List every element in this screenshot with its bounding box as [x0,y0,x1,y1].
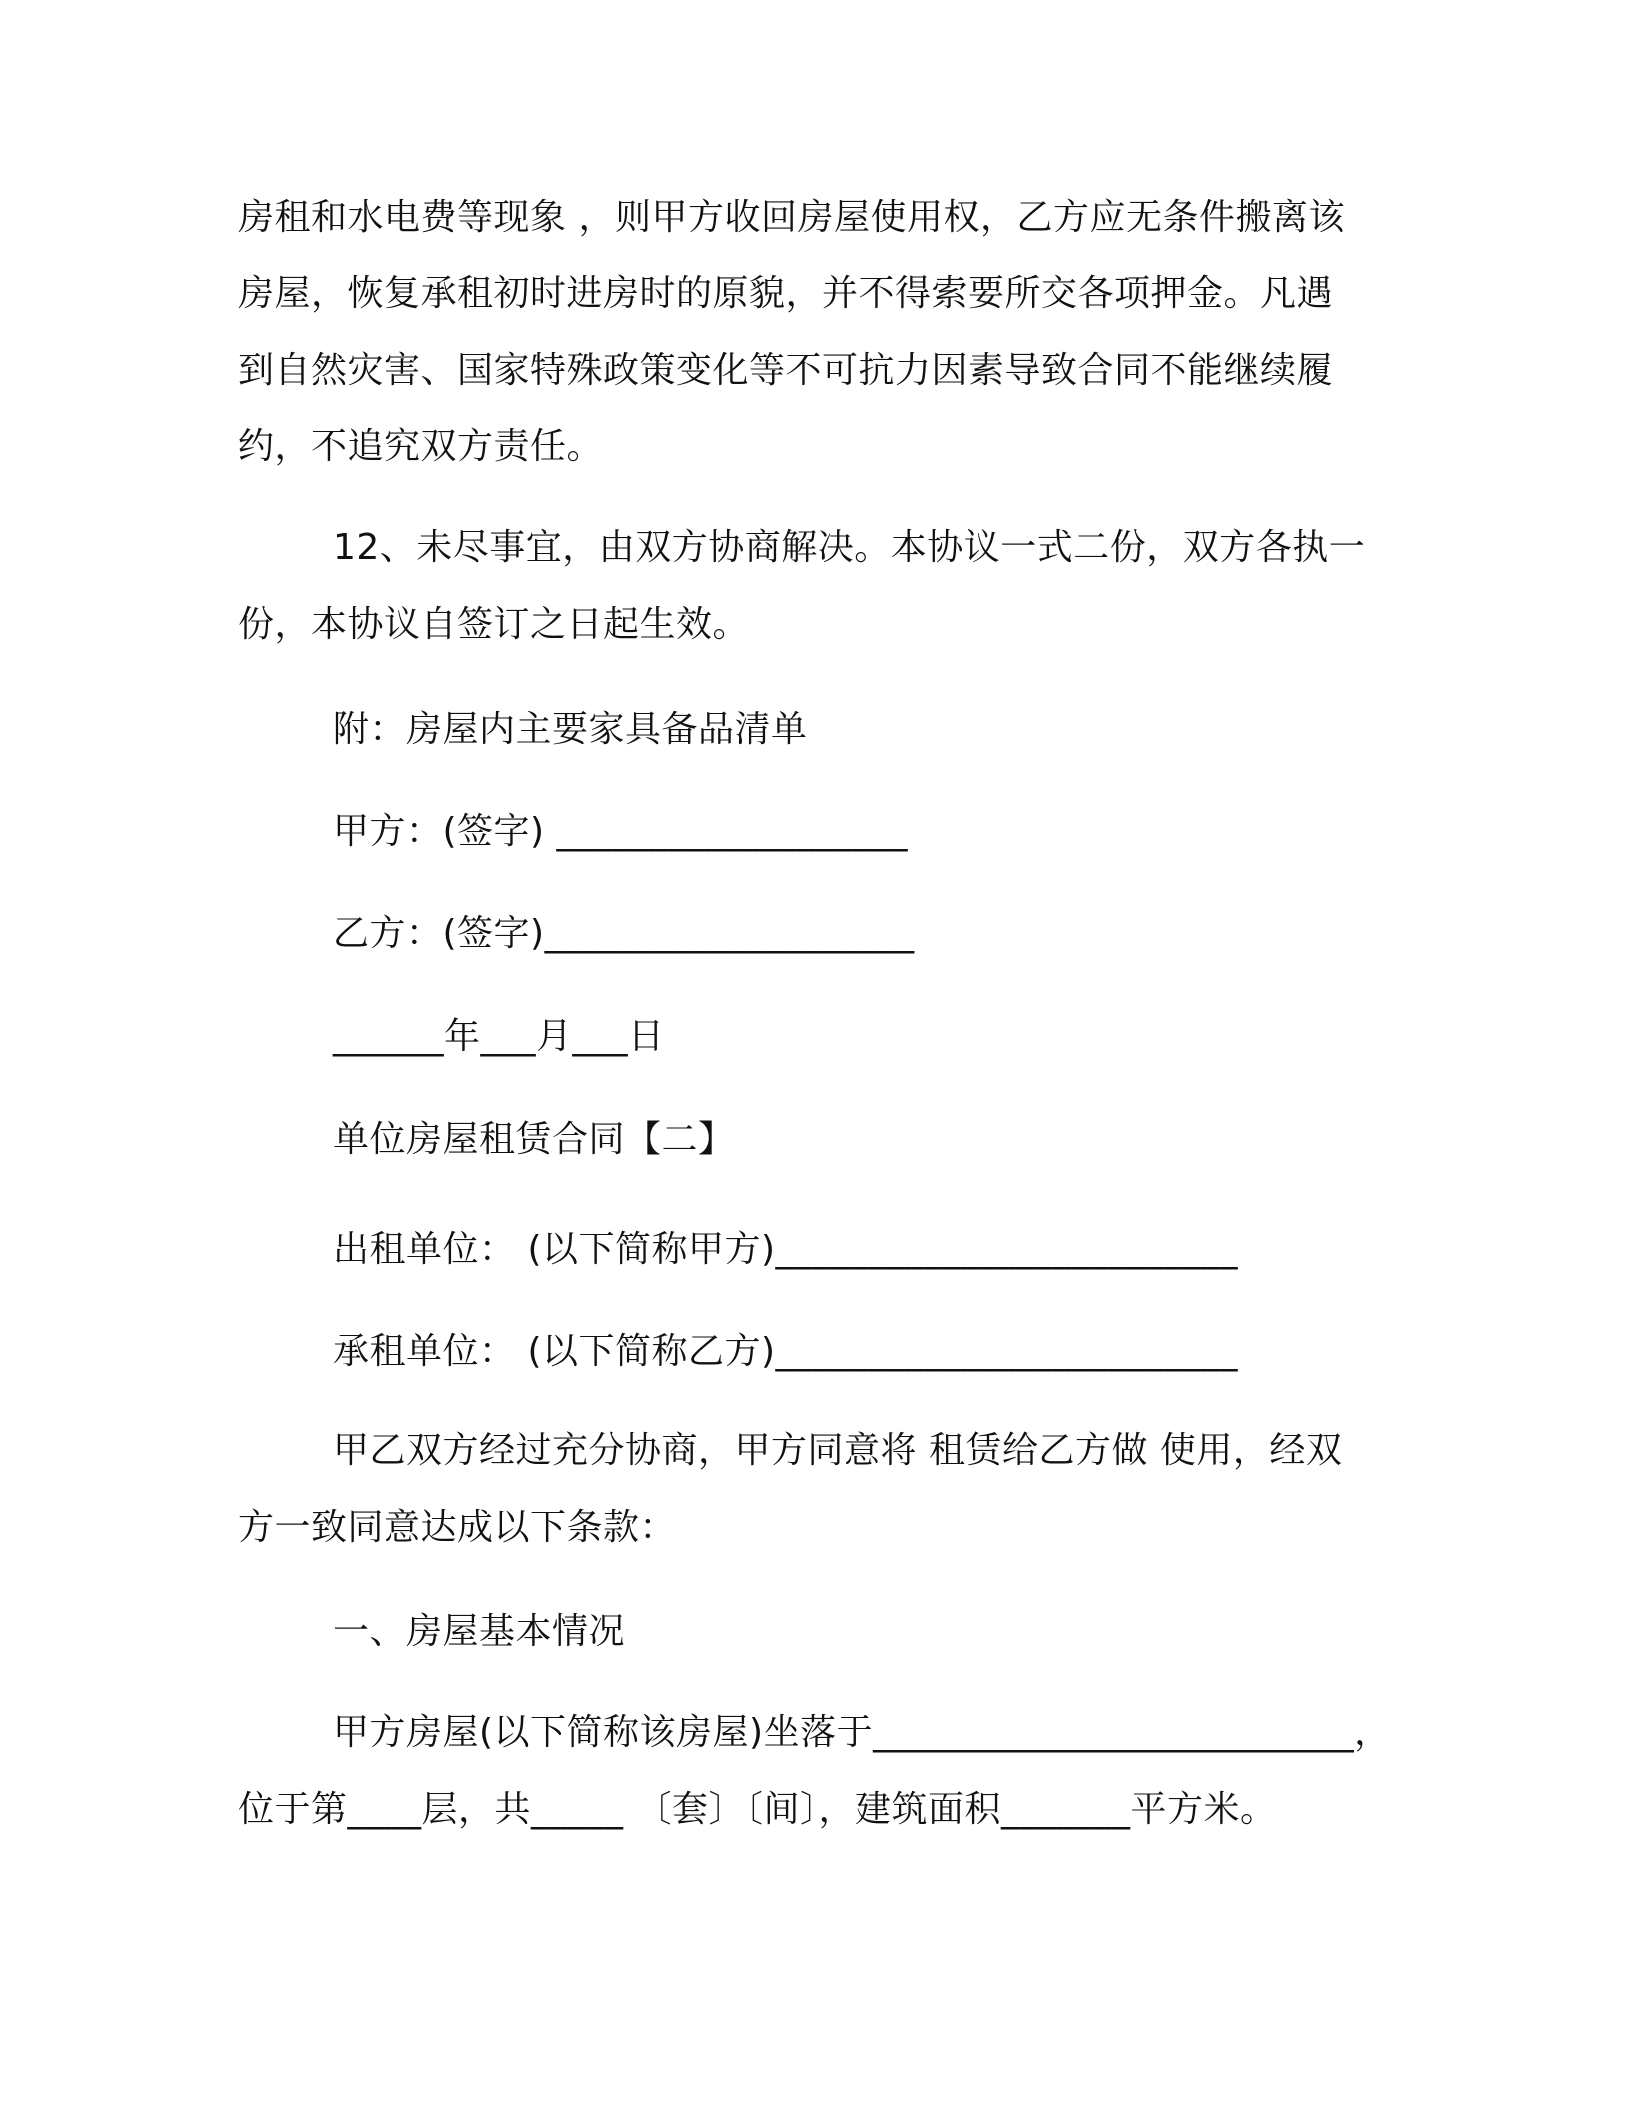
section-one-heading: 一、房屋基本情况 [333,1611,626,1652]
paragraph-11-line-1: 房租和水电费等现象 ，则甲方收回房屋使用权，乙方应无条件搬离该 [238,197,1345,238]
agreement-intro-line-2: 方一致同意达成以下条款： [238,1507,677,1548]
paragraph-12-line-2: 份，本协议自签订之日起生效。 [238,604,750,645]
paragraph-11-line-4: 约，不追究双方责任。 [238,426,604,467]
party-a-signature-line: 甲方：(签字) ___________________ [333,811,909,852]
agreement-intro-line-1: 甲乙双方经过充分协商，甲方同意将 租赁给乙方做 使用，经双 [333,1430,1343,1471]
lessor-line: 出租单位： (以下简称甲方)_________________________ [333,1229,1239,1270]
paragraph-11-line-2: 房屋，恢复承租初时进房时的原貌，并不得索要所交各项押金。凡遇 [238,273,1334,314]
contract-section-title: 单位房屋租赁合同【二】 [333,1119,735,1160]
paragraph-11-line-3: 到自然灾害、国家特殊政策变化等不可抗力因素导致合同不能继续履 [238,350,1334,391]
paragraph-12-line-1: 12、未尽事宜，由双方协商解决。本协议一式二份，双方各执一 [333,527,1366,568]
party-b-signature-line: 乙方：(签字)____________________ [333,913,915,954]
property-location-line-2: 位于第____层，共_____ 〔套〕〔间〕，建筑面积_______平方米。 [238,1789,1277,1830]
lessee-line: 承租单位： (以下简称乙方)_________________________ [333,1331,1239,1372]
date-line: ______年___月___日 [333,1016,665,1057]
property-location-line-1: 甲方房屋(以下简称该房屋)坐落于__________________________， [333,1712,1391,1753]
appendix-note: 附：房屋内主要家具备品清单 [333,709,808,750]
